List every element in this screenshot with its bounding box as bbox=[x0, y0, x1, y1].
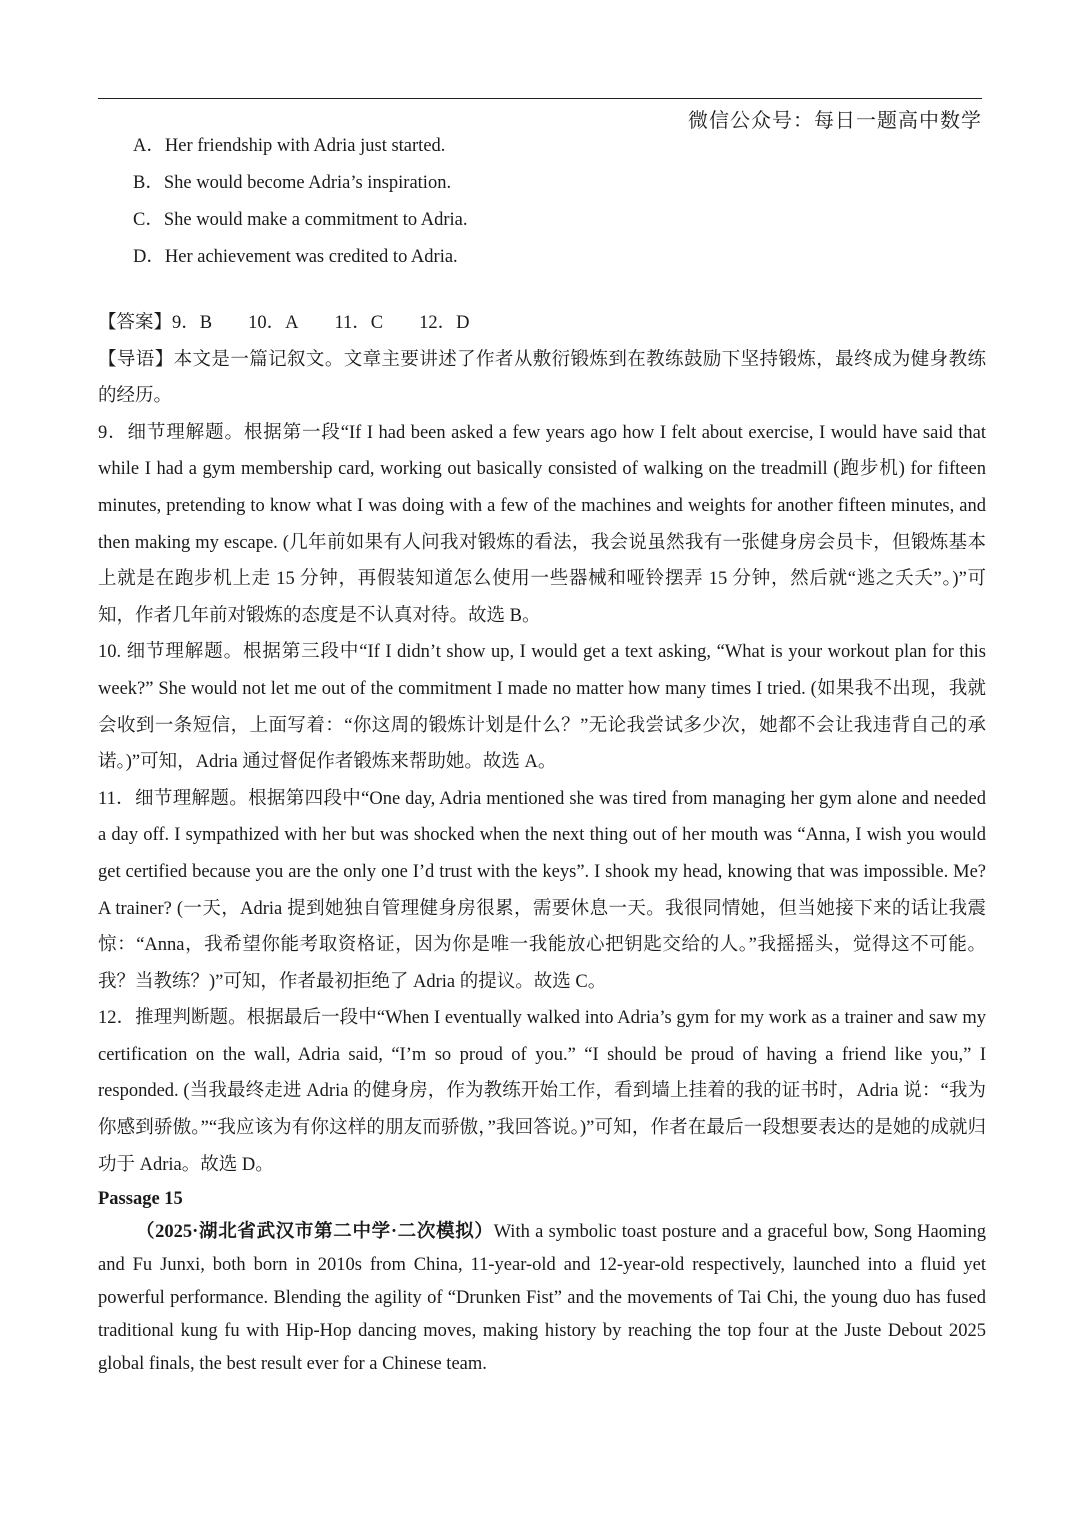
option-text: Her friendship with Adria just started. bbox=[164, 136, 446, 156]
option-b bbox=[133, 165, 468, 202]
answer-item: 11．C bbox=[334, 313, 384, 333]
option-key: D． bbox=[133, 247, 165, 267]
answer-item: 12．D bbox=[419, 313, 470, 333]
answer-item: 9．B bbox=[172, 313, 213, 333]
explanation-9: 9．细节理解题。根据第一段“If I had been asked a few years ago how I felt about exercise, I would have said that while I had a gym membership card, working out basically consisted of walking on the treadmill (跑步机) for fifteen minutes, pretending to know what I was doing with a few of the machines and weights for another fifteen minutes, and then making my escape. (几年前如果有人问我对锻炼的看法，我会说虽然我有一张健身房会员卡，但锻炼基本上就是在跑步机上走 15 分钟，再假装知道怎么使用一些器械和哑铃摆弄 15 分钟，然后就“逃之夭夭”。)”可知，作者几年前对锻炼的态度是不认真对待。故选 B。 bbox=[98, 422, 986, 626]
passage-intro bbox=[98, 1216, 986, 1381]
passage-text: With a symbolic toast posture and a graceful bow, Song Haoming and Fu Junxi, both born in 2010s from China, 11-year-old and 12-year-old respectively, launched into a fluid yet powerful performance. Blending the agility of “Drunken Fist” and the movements of Tai Chi, the young duo has fused traditional kung fu with Hip-Hop dancing moves, making history by reaching the top four at the Juste Debout 2025 global finals, the best result ever for a Chinese team. bbox=[98, 1222, 987, 1375]
wechat-header: 微信公众号：每日一题高中数学 bbox=[688, 110, 982, 132]
answer-key bbox=[98, 305, 986, 342]
passage-source: （2025·湖北省武汉市第二中学·二次模拟） bbox=[136, 1222, 494, 1243]
passage-15 bbox=[98, 1183, 986, 1381]
option-key: A． bbox=[133, 136, 165, 156]
answer-item: 10．A bbox=[248, 313, 299, 333]
option-text: Her achievement was credited to Adria. bbox=[164, 247, 458, 267]
option-text: She would make a commitment to Adria. bbox=[163, 210, 468, 230]
option-key: B． bbox=[133, 173, 164, 193]
guide-label: 【导语】 bbox=[98, 349, 174, 370]
passage-title: Passage 15 bbox=[98, 1189, 183, 1210]
option-d bbox=[133, 239, 468, 276]
explanation-11: 11．细节理解题。根据第四段中“One day, Adria mentioned she was tired from managing her gym alone and needed a day off. I sympathized with her but was shocked when the next thing out of her mouth was “Anna, I wish you would get certified because you are the only one I’d trust with the keys”. I shook my head, knowing that was impossible. Me? A trainer? (一天，Adria 提到她独自管理健身房很累，需要休息一天。我很同情她，但当她接下来的话让我震惊：“Anna，我希望你能考取资格证，因为你是唯一我能放心把钥匙交给的人。”我摇摇头，觉得这不可能。我？当教练？)”可知，作者最初拒绝了 Adria 的提议。故选 C。 bbox=[98, 788, 986, 992]
option-text: She would become Adria’s inspiration. bbox=[163, 173, 452, 193]
options-list bbox=[133, 128, 468, 276]
option-key: C． bbox=[133, 210, 164, 230]
header-rule bbox=[98, 98, 982, 99]
guide-text: 本文是一篇记叙文。文章主要讲述了作者从敷衍锻炼到在教练鼓励下坚持锻炼，最终成为健身教练的经历。 bbox=[98, 349, 986, 407]
explanation-10: 10. 细节理解题。根据第三段中“If I didn’t show up, I would get a text asking, “What is your workout plan for this week?” She would not let me out of the commitment I made no matter how many times I tried. (如果我不出现，我就会收到一条短信，上面写着：“你这周的锻炼计划是什么？”无论我尝试多少次，她都不会让我违背自己的承诺。)”可知，Adria 通过督促作者锻炼来帮助她。故选 A。 bbox=[98, 642, 986, 773]
explanation-12: 12．推理判断题。根据最后一段中“When I eventually walked into Adria’s gym for my work as a trainer and saw my certification on the wall, Adria said, “I’m so proud of you.” “I should be proud of having a friend like you,” I responded. (当我最终走进 Adria 的健身房，作为教练开始工作，看到墙上挂着的我的证书时，Adria 说：“我为你感到骄傲。”“我应该为有你这样的朋友而骄傲，”我回答说。)”可知，作者在最后一段想要表达的是她的成就归功于 Adria。故选 D。 bbox=[98, 1008, 986, 1175]
answer-section bbox=[98, 305, 986, 1381]
guide-paragraph bbox=[98, 342, 986, 415]
option-c bbox=[133, 202, 468, 239]
answer-label: 【答案】 bbox=[98, 313, 173, 333]
option-a bbox=[133, 128, 468, 165]
